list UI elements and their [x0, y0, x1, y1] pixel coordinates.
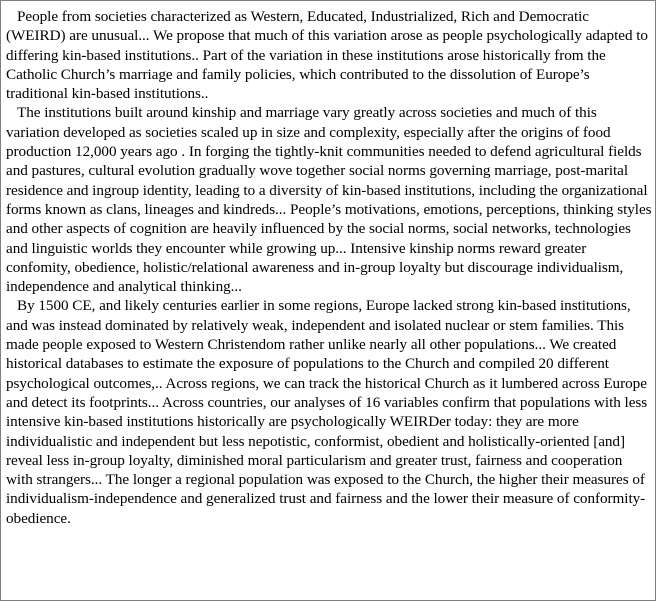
paragraph-weird-intro: People from societies characterized as Western, Educated, Industrialized, Rich and Democratic (WEIRD) are unusual... We propose that much of this variation arose as people psychologically adapted to differing kin-based institutions.. Part of the variation in these institutions arose historically from the Catholic Church’s marriage and family policies, which contributed to the dissolution of Europe’s traditional kin-based institutions..	[6, 8, 648, 103]
paragraph-kinship-institutions: The institutions built around kinship and marriage vary greatly across societies and much of this variation developed as societies scaled up in size and complexity, especially after the origins of food production 12,000 years ago . In forging the tightly-knit communities needed to defend agricultural fields and pastures, cultural evolution gradually wove together social norms governing marriage, post-marital residence and ingroup identity, leading to a diversity of kin-based institutions, including the organizational forms known as clans, lineages and kindreds... People’s motivations, emotions, perceptions, thinking styles and other aspects of cognition are heavily influenced by the social norms, social networks, technologies and linguistic worlds they encounter while growing up... Intensive kinship norms reward greater confomity, obedience, holistic/relational awareness and in-group loyalty but discourage individualism, independence and analytical thinking...	[6, 104, 652, 296]
paragraph-church-exposure: By 1500 CE, and likely centuries earlier in some regions, Europe lacked strong kin-based institutions, and was instead dominated by relatively weak, independent and isolated nuclear or stem families. This made people exposed to Western Christendom rather unlike nearly all other populations... We created historical databases to estimate the exposure of populations to the Church and compiled 20 different psychological outcomes,.. Across regions, we can track the historical Church as it lumbered across Europe and detect its footprints... Across countries, our analyses of 16 variables confirm that populations with less intensive kin-based institutions historically are psychologically WEIRDer today: they are more individualistic and independent but less nepotistic, conformist, obedient and holistically-oriented [and] reveal less in-group loyalty, diminished moral particularism and greater trust, fairness and cooperation with strangers... The longer a regional population was exposed to the Church, the higher their measures of individualism-independence and generalized trust and fairness and the lower their measure of conformity-obedience.	[6, 297, 648, 527]
document-text	[6, 7, 652, 528]
